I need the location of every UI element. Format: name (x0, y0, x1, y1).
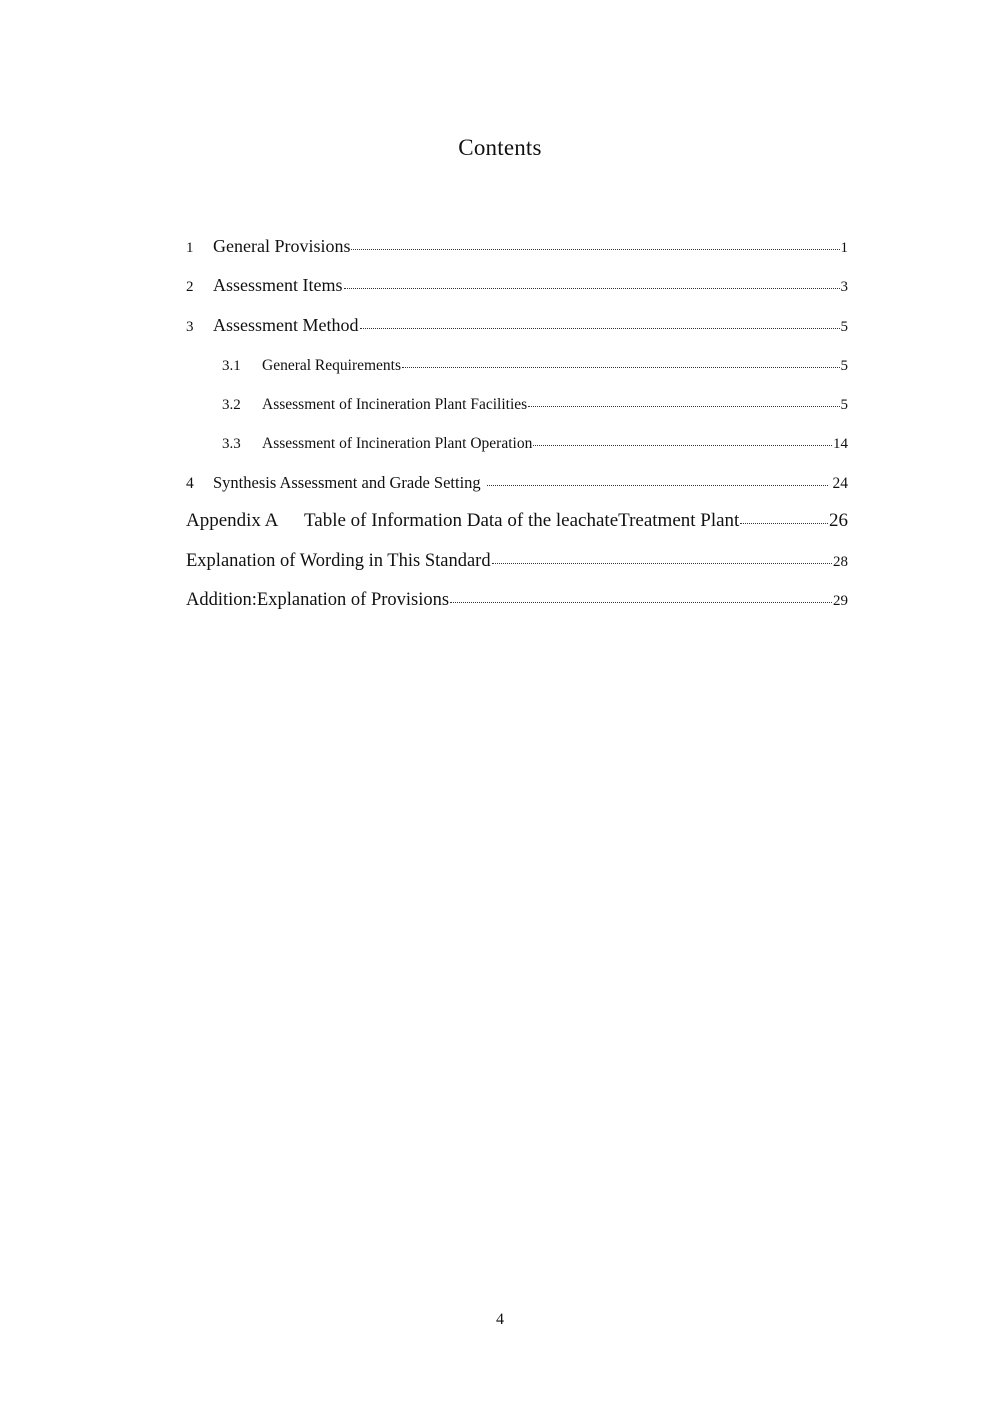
toc-entry-plant-operation[interactable] (222, 431, 848, 453)
toc-leader-dots (360, 312, 840, 329)
toc-entry-number: 3.2 (222, 397, 241, 413)
toc-entry-general-requirements[interactable] (222, 353, 848, 375)
toc-entry-page: 5 (840, 397, 848, 413)
toc-leader-dots (740, 507, 828, 524)
toc-leader-dots (528, 390, 839, 407)
toc-entry-title: Assessment Items (213, 275, 343, 295)
toc-entry-synthesis-assessment[interactable] (186, 471, 848, 493)
toc-entry-title: Assessment Method (213, 315, 359, 335)
toc-entry-assessment-items[interactable] (186, 274, 848, 296)
toc-leader-dots (402, 351, 839, 368)
toc-entry-title: Synthesis Assessment and Grade Setting (213, 473, 481, 492)
toc-entry-page: 24 (832, 475, 848, 492)
toc-entry-assessment-method[interactable] (186, 314, 848, 336)
toc-entry-number: 3.3 (222, 436, 241, 452)
toc-entry-explanation-provisions[interactable] (186, 588, 848, 611)
toc-leader-dots (344, 272, 840, 289)
toc-entry-title: Addition:Explanation of Provisions (186, 590, 450, 610)
toc-entry-number: 3.1 (222, 358, 241, 374)
toc-entry-page: 5 (840, 319, 848, 335)
toc-entry-title: Table of Information Data of the leachateTreatment Plant (304, 510, 740, 531)
toc-entry-title: General Provisions (213, 236, 351, 256)
toc-entry-number: 3 (186, 319, 194, 335)
toc-entry-explanation-wording[interactable] (186, 549, 848, 572)
page-title: Contents (458, 135, 542, 160)
toc-entry-page: 28 (833, 554, 848, 570)
toc-entry-number: Appendix A (186, 510, 279, 531)
toc-leader-dots (487, 469, 828, 486)
toc-leader-dots (450, 586, 832, 603)
toc-leader-dots (351, 233, 839, 250)
toc-entry-page: 14 (833, 436, 848, 452)
toc-entry-title: General Requirements (262, 357, 402, 374)
toc-entry-plant-facilities[interactable] (222, 392, 848, 414)
toc-entry-title: Assessment of Incineration Plant Facilities (262, 396, 528, 413)
toc-leader-dots (533, 429, 832, 446)
toc-entry-number: 4 (186, 475, 194, 492)
toc-entry-appendix-a[interactable] (186, 509, 848, 532)
toc-entry-page: 1 (840, 240, 848, 256)
toc-entry-page: 3 (840, 279, 848, 295)
toc-entry-title: Assessment of Incineration Plant Operation (262, 435, 533, 452)
toc-entry-page: 29 (833, 593, 848, 609)
page-number: 4 (496, 1311, 504, 1328)
toc-entry-page: 26 (829, 510, 848, 531)
toc-entry-number: 2 (186, 279, 194, 295)
toc-entry-title: Explanation of Wording in This Standard (186, 551, 491, 571)
toc-leader-dots (492, 547, 832, 564)
toc-entry-number: 1 (186, 240, 194, 256)
table-of-contents (186, 0, 848, 1413)
toc-entry-page: 5 (840, 358, 848, 374)
toc-entry-general-provisions[interactable] (186, 235, 848, 257)
